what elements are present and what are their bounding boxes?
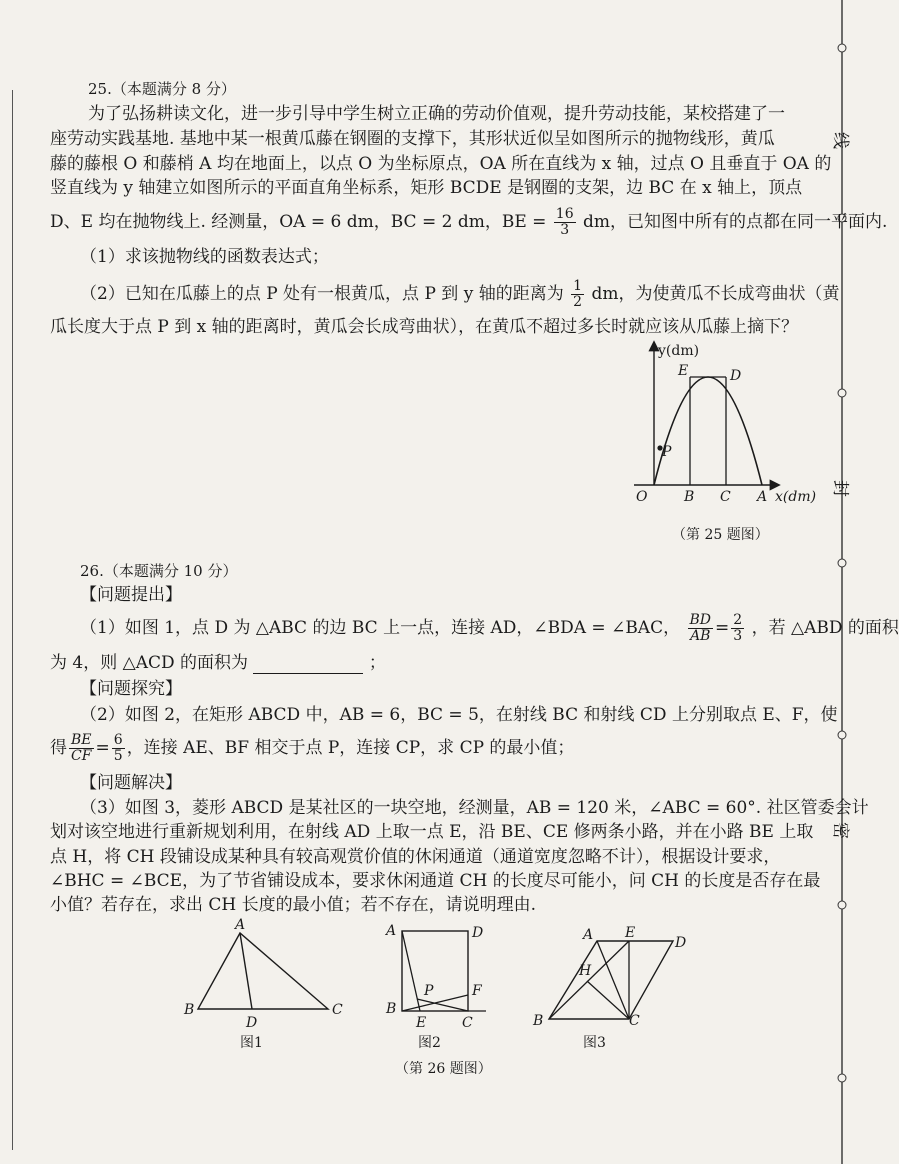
figure-26-3-rhombus: [525, 915, 710, 1055]
fraction-numerator: BD: [689, 612, 712, 628]
label-f: F: [472, 983, 482, 999]
label-e: E: [678, 363, 689, 379]
fraction-numerator: 16: [555, 206, 574, 222]
q26-subquestion-3-line: 点 H，将 CH 段铺设成某种具有较高观赏价值的休闲通道（通道宽度忽略不计），根据设计要求，: [50, 847, 781, 867]
fraction-1-2: [571, 279, 584, 310]
q26-subquestion-3-line: 小值？若存在，求出 CH 长度的最小值；若不存在，请说明理由.: [50, 895, 537, 915]
fraction-denominator: AB: [690, 628, 711, 644]
q25-subquestion-2-cont: 瓜长度大于点 P 到 x 轴的距离时，黄瓜会长成弯曲状），在黄瓜不超过多长时就应该从瓜藤上摘下？: [50, 317, 799, 337]
q25-s2-text-end: dm，为使黄瓜不长成弯曲状（黄: [591, 284, 840, 304]
q26-subquestion-3: （3）如图 3，菱形 ABCD 是某社区的一块空地，经测量，AB = 120 米，∠ABC = 60°. 社区管委会计: [80, 798, 869, 818]
label-d: D: [730, 368, 742, 384]
fraction-be-cf: [69, 733, 94, 764]
fraction-denominator: 5: [113, 748, 123, 764]
fraction-denominator: 2: [573, 294, 583, 310]
segment-ch: [587, 981, 629, 1019]
label-a: A: [386, 923, 397, 939]
label-c: C: [332, 1002, 343, 1018]
equals-sign: =: [715, 618, 730, 638]
q26-s2-text: 得: [50, 738, 67, 758]
q25-p5-text: D、E 均在抛物线上. 经测量，OA = 6 dm，BC = 2 dm，BE =: [50, 212, 547, 232]
binding-label-feng: 封: [830, 480, 850, 497]
label-b: B: [684, 489, 695, 505]
label-e: E: [625, 925, 636, 941]
q26-section-problem: 【问题提出】: [80, 585, 182, 605]
label-x-axis: x(dm): [775, 489, 817, 505]
fraction-6-5: [112, 733, 125, 764]
fraction-2-3: [731, 613, 744, 644]
fraction-denominator: 3: [560, 222, 570, 238]
label-c: C: [462, 1015, 473, 1031]
label-a: A: [235, 917, 246, 933]
figure-26-1-triangle: [180, 915, 360, 1055]
label-e: E: [416, 1015, 427, 1031]
fraction-numerator: 2: [733, 612, 743, 628]
q25-paragraph-line: [50, 207, 887, 238]
q26-subquestion-1-cont: [50, 652, 386, 674]
q26-header: 26.（本题满分 10 分）: [80, 562, 238, 580]
fraction-denominator: 3: [733, 628, 743, 644]
q25-subquestion-2: [80, 279, 839, 310]
figure-25-parabola: [620, 335, 825, 510]
q26-s1-line2-end: ；: [368, 653, 386, 673]
figure-26-caption: （第 26 题图）: [395, 1061, 492, 1077]
fraction-numerator: BE: [71, 732, 92, 748]
figure-3-label: 图3: [583, 1035, 606, 1051]
parabola-curve: [654, 377, 762, 485]
figure-2-label: 图2: [418, 1035, 441, 1051]
q25-p5-text-end: dm，已知图中所有的点都在同一平面内.: [583, 212, 888, 232]
triangle-abc: [198, 933, 328, 1009]
label-y-axis: y(dm): [658, 343, 700, 359]
q25-paragraph-line: 藤的藤根 O 和藤梢 A 均在地面上，以点 O 为坐标原点，OA 所在直线为 x 轴，过点 O 且垂直于 OA 的: [50, 154, 832, 174]
q25-header: 25.（本题满分 8 分）: [88, 80, 236, 98]
label-p: P: [662, 444, 672, 460]
label-d: D: [472, 925, 484, 941]
figure-1-label: 图1: [240, 1035, 263, 1051]
rhombus-abcd: [549, 941, 673, 1019]
label-b: B: [533, 1013, 544, 1029]
label-c: C: [629, 1013, 640, 1029]
q26-subquestion-3-line: 划对该空地进行重新规划利用，在射线 AD 上取一点 E，沿 BE、CE 修两条小路，并在小路 BE 上取: [50, 822, 814, 842]
label-b: B: [386, 1001, 397, 1017]
equals-sign: =: [95, 738, 110, 758]
q25-paragraph-line: 为了弘扬耕读文化，进一步引导中学生树立正确的劳动价值观，提升劳动技能，某校搭建了一: [88, 104, 785, 124]
q26-subquestion-2: （2）如图 2，在矩形 ABCD 中，AB = 6，BC = 5，在射线 BC 和射线 CD 上分别取点 E、F，使: [80, 705, 838, 725]
segment-ad: [240, 933, 252, 1009]
binding-label-mi: 密: [830, 822, 850, 839]
q26-subquestion-1: [80, 613, 899, 644]
label-a: A: [583, 927, 594, 943]
q25-paragraph-line: 竖直线为 y 轴建立如图所示的平面直角坐标系，矩形 BCDE 是钢圈的支架，边 BC 在 x 轴上，顶点: [50, 178, 803, 198]
q26-s2-text-end: ，连接 AE、BF 相交于点 P，连接 CP，求 CP 的最小值；: [126, 738, 575, 758]
q26-subquestion-2-cont: [50, 733, 574, 764]
label-c: C: [720, 489, 731, 505]
q26-s1-text: （1）如图 1，点 D 为 △ABC 的边 BC 上一点，连接 AD，∠BDA = ∠BAC，: [80, 618, 681, 638]
figure-25-caption: （第 25 题图）: [672, 527, 769, 543]
label-h: H: [579, 963, 592, 979]
q26-subquestion-3-line: ∠BHC = ∠BCE，为了节省铺设成本，要求休闲通道 CH 的长度尽可能小，问 CH 的长度是否存在最: [50, 871, 821, 891]
label-d: D: [675, 935, 687, 951]
label-a: A: [757, 489, 768, 505]
fraction-denominator: CF: [71, 748, 92, 764]
q26-section-explore: 【问题探究】: [80, 679, 182, 699]
answer-blank[interactable]: [253, 657, 363, 674]
q25-subquestion-1: （1）求该抛物线的函数表达式；: [80, 247, 329, 267]
label-d: D: [246, 1015, 258, 1031]
left-margin-line: [12, 90, 13, 1150]
q26-s1-line2: 为 4，则 △ACD 的面积为: [50, 653, 249, 673]
figure-26-2-rectangle: [380, 915, 500, 1055]
fraction-numerator: 1: [573, 278, 583, 294]
fraction-16-3: [554, 207, 576, 238]
label-b: B: [184, 1002, 195, 1018]
rectangle-abcd: [402, 931, 468, 1011]
fraction-bd-ab: [688, 613, 714, 644]
label-p: P: [424, 983, 434, 999]
fraction-numerator: 6: [113, 732, 123, 748]
segment-ac: [597, 941, 629, 1019]
q25-paragraph-line: 座劳动实践基地. 基地中某一根黄瓜藤在钢圈的支撑下，其形状近似呈如图所示的抛物线形，黄瓜: [50, 129, 775, 149]
q25-s2-text: （2）已知在瓜藤上的点 P 处有一根黄瓜，点 P 到 y 轴的距离为: [80, 284, 564, 304]
binding-label-xian: 线: [830, 132, 850, 149]
label-o: O: [636, 489, 648, 505]
q26-s1-text-end: ，若 △ABD 的面积: [751, 618, 899, 638]
q26-section-solve: 【问题解决】: [80, 773, 182, 793]
